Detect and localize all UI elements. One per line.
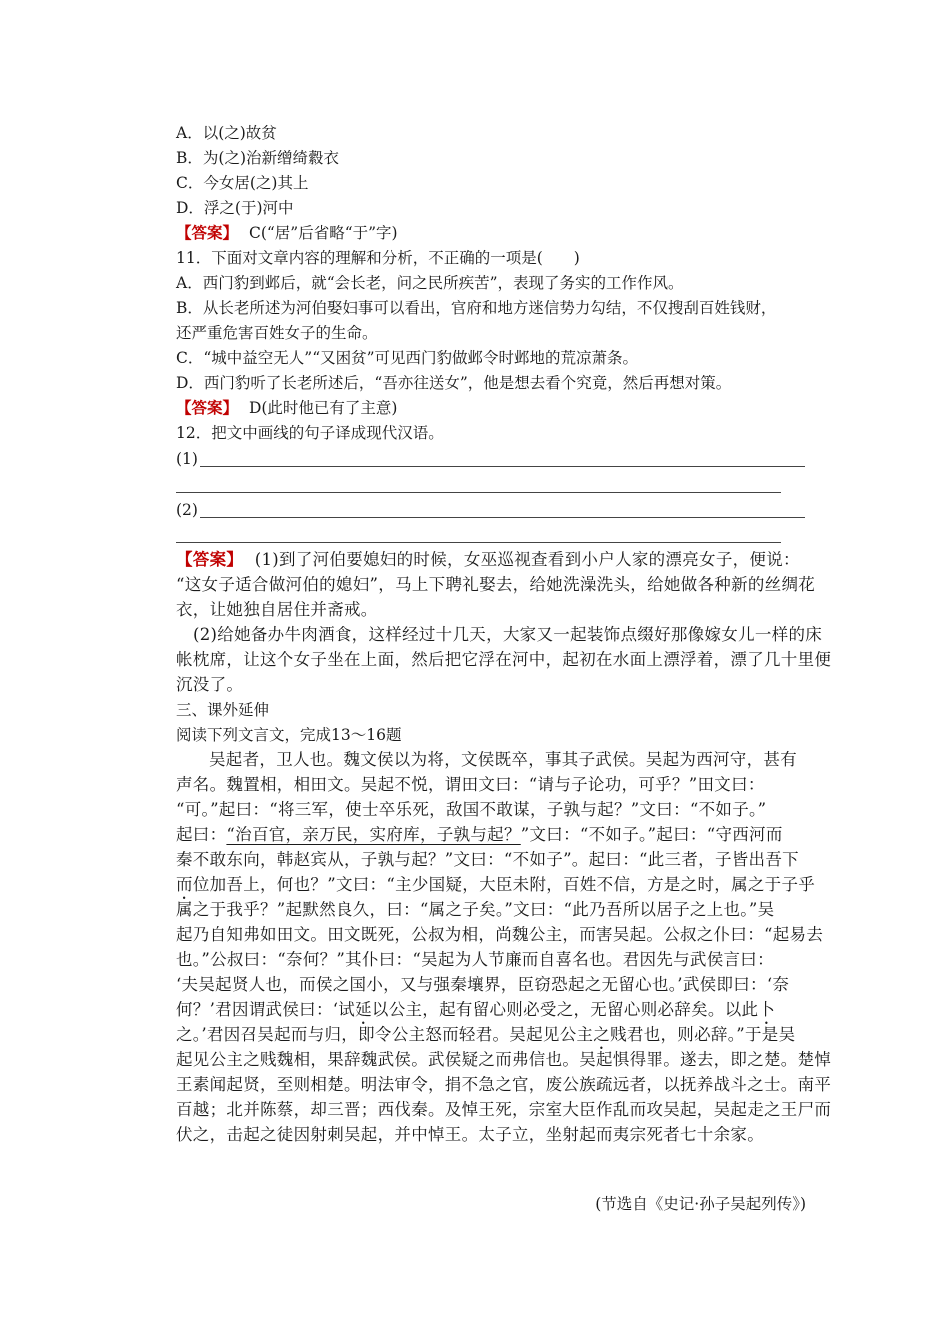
passage-text: 贱君也，则必辞。”于是吴 [610, 1025, 796, 1044]
passage-line: 秦不敢东向，韩赵宾从，子孰与起？”文曰：“不如子”。起曰：“此三者，子皆出吾下 [176, 850, 799, 869]
section-title: 三、课外延伸 [176, 701, 270, 719]
passage-line: 起乃自知弗如田文。田文既死，公叔为相，尚魏公主，而害吴起。公叔之仆曰：“起易去 [176, 925, 824, 944]
passage-line: “可。”起曰：“将三军，使士卒乐死，敌国不敢谋，子孰与起？”文曰：“不如子。” [176, 800, 767, 819]
q11-option-a: A．西门豹到邺后，就“会长老，问之民所疾苦”，表现了务实的工作作风。 [176, 274, 684, 292]
answer-label: 【答案】 [176, 223, 239, 242]
passage-text: 以公主，起有留心则必受之，无留心则必辞矣。以此 [371, 1000, 759, 1019]
answer-text-line: 衣，让她独自居住并斋戒。 [176, 600, 378, 619]
answer-text-line: (2)给她备办牛肉酒食，这样经过十几天，大家又一起装饰点缀好那像嫁女儿一样的床 [193, 625, 823, 644]
passage-line: ‘夫吴起贤人也，而侯之国小，又与强秦壤界，臣窃恐起之无留心也。’武侯即曰：‘奈 [176, 975, 790, 994]
passage-text: 起曰： [176, 825, 227, 844]
answer-blank-line [176, 492, 781, 493]
dotted-character: 而 [176, 875, 193, 894]
option-d: D．浮之(于)河中 [176, 199, 294, 217]
passage-line: 百越；北并陈蔡，却三晋；西伐秦。及悼王死，宗室大臣作乱而攻吴起，吴起走之王尸而 [176, 1100, 832, 1119]
answer-text-line: 沉没了。 [176, 675, 244, 694]
passage-line: 王素闻起贤，至则相楚。明法审令，捐不急之官，废公族疏远者，以抚养战斗之士。南平 [176, 1075, 832, 1094]
q11-option-d: D．西门豹听了长老所述后，“吾亦往送女”，他是想去看个究竟，然后再想对策。 [176, 374, 732, 392]
passage-text: 之。’君因召吴起而与归，即令公主怒而轻君。吴起见公主 [176, 1025, 594, 1044]
passage-line: 伏之，击起之徒因射刺吴起，并中悼王。太子立，坐射起而夷宗死者七十余家。 [176, 1125, 764, 1144]
answer-blank-line [176, 542, 781, 543]
passage-line: 吴起者，卫人也。魏文侯以为将，文侯既卒，事其子武侯。吴起为西河守，甚有 [209, 750, 797, 769]
dotted-character: 延 [355, 1000, 372, 1019]
answer-label: 【答案】 [176, 550, 244, 569]
answer-line-q11 [176, 396, 397, 420]
answer-text: (1)到了河伯要媳妇的时候，女巫巡视查看到小户人家的漂亮女子，便说： [254, 550, 800, 569]
option-c: C．今女居(之)其上 [176, 174, 309, 192]
blank-2-label: (2) [176, 501, 198, 519]
option-a: A．以(之)故贫 [176, 124, 277, 142]
answer-text: D(此时他已有了主意) [248, 399, 398, 417]
section-intro: 阅读下列文言文，完成13～16题 [176, 726, 402, 744]
blank-1-label: (1) [176, 450, 198, 468]
underlined-sentence: “治百官，亲万民，实府库，子孰与起？ [226, 825, 521, 844]
answer-text: C(“居”后省略“于”字) [248, 224, 398, 242]
answer-text-line: 帐枕席，让这个女子坐在上面，然后把它浮在河中，起初在水面上漂浮着，漂了几十里便 [176, 650, 832, 669]
passage-text: 何？’君因谓武侯曰：‘试 [176, 1000, 356, 1019]
passage-line [176, 823, 783, 847]
question-12-stem: 12．把文中画线的句子译成现代汉语。 [176, 424, 444, 442]
passage-line: 属之于我乎？”起默然良久，曰：“属之子矣。”文曰：“此乃吾所以居子之上也。”吴 [176, 900, 775, 919]
passage-line: 也。”公叔曰：“奈何？”其仆曰：“吴起为人节廉而自喜名也。君因先与武侯言曰： [176, 950, 774, 969]
answer-label: 【答案】 [176, 398, 239, 417]
q11-option-c: C．“城中益空无人”“又困贫”可见西门豹做邺令时邺地的荒凉萧条。 [176, 349, 639, 367]
passage-line: 起见公主之贱魏相，果辞魏武侯。武侯疑之而弗信也。吴起惧得罪。遂去，即之楚。楚悼 [176, 1050, 832, 1069]
q11-option-b: B．从长老所述为河伯娶妇事可以看出，官府和地方迷信势力勾结，不仅搜刮百姓钱财， [176, 299, 777, 317]
dotted-character: 之 [593, 1025, 611, 1044]
answer-blank-line [200, 517, 805, 518]
passage-text: ”文曰：“不如子。”起曰：“守西河而 [520, 825, 783, 844]
answer-blank-line [200, 466, 805, 467]
passage-source: (节选自《史记·孙子吴起列传》) [595, 1195, 806, 1213]
option-b: B．为(之)治新缯绮縠衣 [176, 149, 339, 167]
question-11-stem: 11．下面对文章内容的理解和分析，不正确的一项是( ) [176, 249, 580, 267]
passage-line: 声名。魏置相，相田文。吴起不悦，谓田文曰：“请与子论功，可乎？”田文曰： [176, 775, 765, 794]
passage-text: 位加吾上，何也？”文曰：“主少国疑，大臣未附，百姓不信，方是之时，属之于子乎 [192, 875, 816, 894]
q11-option-b-continued: 还严重危害百姓女子的生命。 [176, 324, 378, 342]
answer-line-q12 [176, 548, 800, 572]
answer-line-q10 [176, 221, 398, 245]
dotted-character: 卜 [758, 1000, 776, 1019]
answer-text-line: “这女子适合做河伯的媳妇”，马上下聘礼娶去，给她洗澡洗头，给她做各种新的丝绸花 [176, 575, 816, 594]
